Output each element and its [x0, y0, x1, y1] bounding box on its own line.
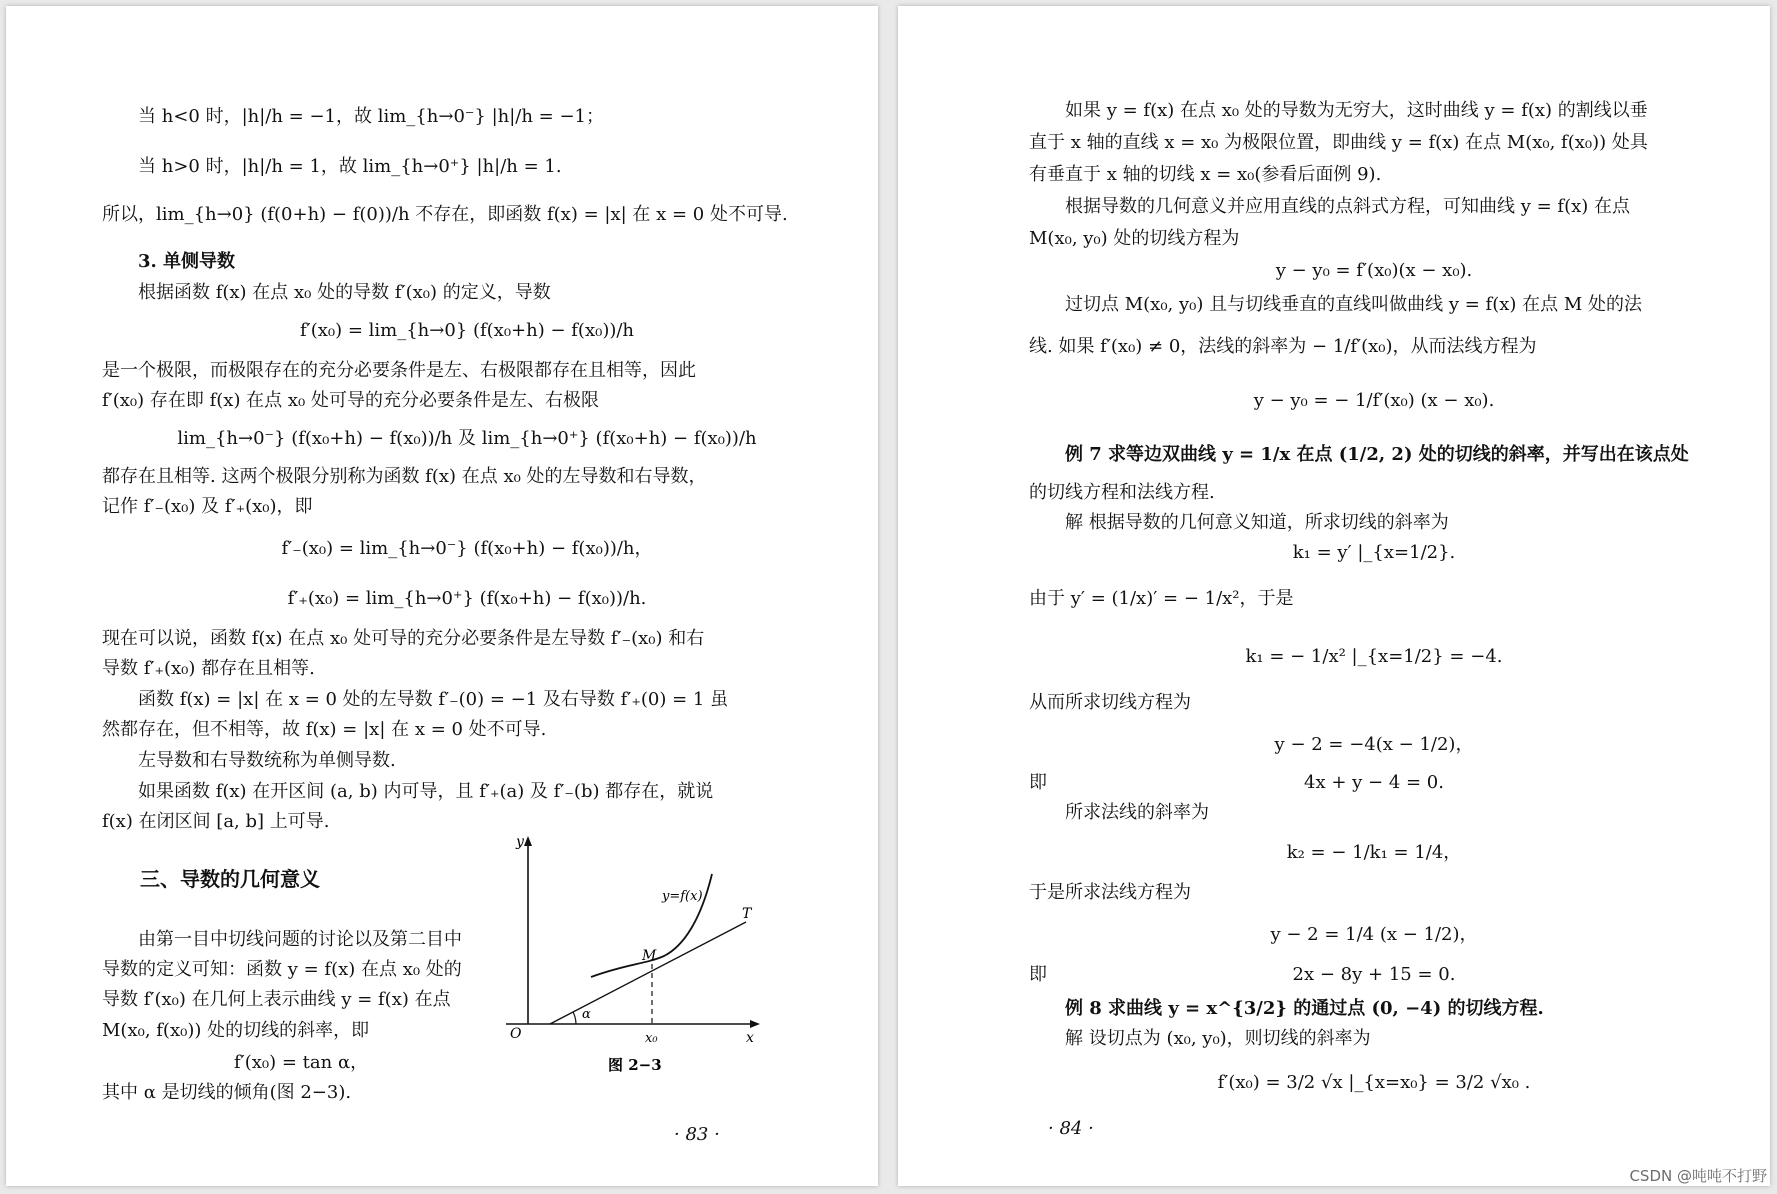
formula: f′(x₀) = lim_{h→0} (f(x₀+h) − f(x₀))/h	[299, 320, 635, 341]
text-line: 有垂直于 x 轴的切线 x = x₀(参看后面例 9).	[1029, 164, 1382, 185]
x0-label: x₀	[645, 1031, 658, 1046]
section-heading: 3. 单侧导数	[138, 251, 236, 272]
text-line: 过切点 M(x₀, y₀) 且与切线垂直的直线叫做曲线 y = f(x) 在点 M 处的法	[1065, 294, 1642, 315]
text-line: 由第一目中切线问题的讨论以及第二目中	[138, 929, 462, 950]
text-line: M(x₀, y₀) 处的切线方程为	[1029, 228, 1240, 249]
example-heading: 例 7 求等边双曲线 y = 1/x 在点 (1/2, 2) 处的切线的斜率，并写出在该点处	[1065, 444, 1689, 465]
formula: y − 2 = −4(x − 1/2)，	[1274, 734, 1474, 755]
formula: y − y₀ = − 1/f′(x₀) (x − x₀).	[1253, 390, 1495, 411]
formula: f′(x₀) = 3/2 √x |_{x=x₀} = 3/2 √x₀ .	[1217, 1072, 1531, 1093]
formula: k₁ = − 1/x² |_{x=1/2} = −4.	[1245, 646, 1503, 667]
text-line: 的切线方程和法线方程.	[1029, 482, 1215, 503]
origin-label: O	[510, 1026, 522, 1042]
text-line: 解 设切点为 (x₀, y₀)，则切线的斜率为	[1065, 1028, 1371, 1049]
formula: y − 2 = 1/4 (x − 1/2)，	[1270, 924, 1478, 945]
text-line: 左导数和右导数统称为单侧导数.	[138, 750, 396, 771]
page-left	[6, 6, 878, 1186]
text-line: 所求法线的斜率为	[1065, 802, 1209, 823]
angle-label: α	[582, 1007, 591, 1022]
formula: f′₋(x₀) = lim_{h→0⁻} (f(x₀+h) − f(x₀))/h，	[281, 538, 653, 559]
point-m-label: M	[642, 948, 657, 964]
formula: y − y₀ = f′(x₀)(x − x₀).	[1275, 260, 1473, 281]
text-line: 都存在且相等. 这两个极限分别称为函数 f(x) 在点 x₀ 处的左导数和右导数，	[102, 466, 707, 487]
text-line: 导数的定义可知：函数 y = f(x) 在点 x₀ 处的	[102, 959, 462, 980]
text-line: 解 根据导数的几何意义知道，所求切线的斜率为	[1065, 512, 1449, 533]
text-line: 从而所求切线方程为	[1029, 692, 1191, 713]
example-heading: 例 8 求曲线 y = x^{3/2} 的通过点 (0, −4) 的切线方程.	[1065, 998, 1544, 1019]
text-line: 根据函数 f(x) 在点 x₀ 处的导数 f′(x₀) 的定义，导数	[138, 282, 551, 303]
text-line: 当 h<0 时，|h|/h = −1，故 lim_{h→0⁻} |h|/h = −1；	[138, 106, 605, 127]
formula: 2x − 8y + 15 = 0.	[1292, 964, 1456, 985]
text-line: f′(x₀) 存在即 f(x) 在点 x₀ 处可导的充分必要条件是左、右极限	[102, 390, 599, 411]
formula: k₁ = y′ |_{x=1/2}.	[1292, 542, 1456, 563]
text-line: 根据导数的几何意义并应用直线的点斜式方程，可知曲线 y = f(x) 在点	[1065, 196, 1630, 217]
text-line: 如果函数 f(x) 在开区间 (a, b) 内可导，且 f′₊(a) 及 f′₋(b) 都存在，就说	[138, 781, 714, 802]
text-line: 其中 α 是切线的倾角(图 2−3).	[102, 1082, 352, 1103]
formula: lim_{h→0⁻} (f(x₀+h) − f(x₀))/h 及 lim_{h→0⁺} (f(x₀+h) − f(x₀))/h	[177, 428, 757, 449]
text-line: 直于 x 轴的直线 x = x₀ 为极限位置，即曲线 y = f(x) 在点 M(x₀, f(x₀)) 处具	[1029, 132, 1648, 153]
text-line: 导数 f′(x₀) 在几何上表示曲线 y = f(x) 在点	[102, 989, 451, 1010]
text-line: 线. 如果 f′(x₀) ≠ 0，法线的斜率为 − 1/f′(x₀)，从而法线方程为	[1029, 336, 1537, 357]
text-line: 导数 f′₊(x₀) 都存在且相等.	[102, 658, 315, 679]
page-number: · 84 ·	[1048, 1118, 1094, 1139]
text-line: 于是所求法线方程为	[1029, 882, 1191, 903]
text-line: 是一个极限，而极限存在的充分必要条件是左、右极限都存在且相等，因此	[102, 360, 696, 381]
text-line: 记作 f′₋(x₀) 及 f′₊(x₀)，即	[102, 496, 313, 517]
text-line: 所以，lim_{h→0} (f(0+h) − f(0))/h 不存在，即函数 f(x) = |x| 在 x = 0 处不可导.	[102, 204, 788, 225]
text-line: f(x) 在闭区间 [a, b] 上可导.	[102, 811, 330, 832]
text-line: 即	[1029, 964, 1047, 985]
text-line: M(x₀, f(x₀)) 处的切线的斜率，即	[102, 1020, 370, 1041]
text-line: 如果 y = f(x) 在点 x₀ 处的导数为无穷大，这时曲线 y = f(x) 的割线以垂	[1065, 100, 1648, 121]
text-line: 由于 y′ = (1/x)′ = − 1/x²，于是	[1029, 588, 1294, 609]
text-line: 当 h>0 时，|h|/h = 1，故 lim_{h→0⁺} |h|/h = 1.	[138, 156, 562, 177]
axis-x-label: x	[746, 1030, 754, 1046]
curve-label: y=f(x)	[662, 889, 703, 904]
watermark: CSDN @吨吨不打野	[1629, 1167, 1767, 1185]
figure-2-3	[496, 834, 766, 1074]
axis-y-label: y	[516, 834, 524, 850]
figure-caption: 图 2−3	[608, 1056, 662, 1074]
tangent-label: T	[742, 906, 752, 922]
section-title: 三、导数的几何意义	[140, 867, 320, 891]
page-number: · 83 ·	[674, 1124, 720, 1145]
text-line: 即	[1029, 772, 1047, 793]
text-line: 现在可以说，函数 f(x) 在点 x₀ 处可导的充分必要条件是左导数 f′₋(x₀) 和右	[102, 628, 705, 649]
text-line: 函数 f(x) = |x| 在 x = 0 处的左导数 f′₋(0) = −1 及右导数 f′₊(0) = 1 虽	[138, 689, 729, 710]
formula: f′₊(x₀) = lim_{h→0⁺} (f(x₀+h) − f(x₀))/h.	[287, 588, 647, 609]
text-line: 然都存在，但不相等，故 f(x) = |x| 在 x = 0 处不可导.	[102, 719, 547, 740]
page-right	[898, 6, 1770, 1186]
formula: f′(x₀) = tan α，	[234, 1052, 369, 1073]
formula: k₂ = − 1/k₁ = 1/4，	[1286, 842, 1462, 863]
formula: 4x + y − 4 = 0.	[1304, 772, 1444, 793]
